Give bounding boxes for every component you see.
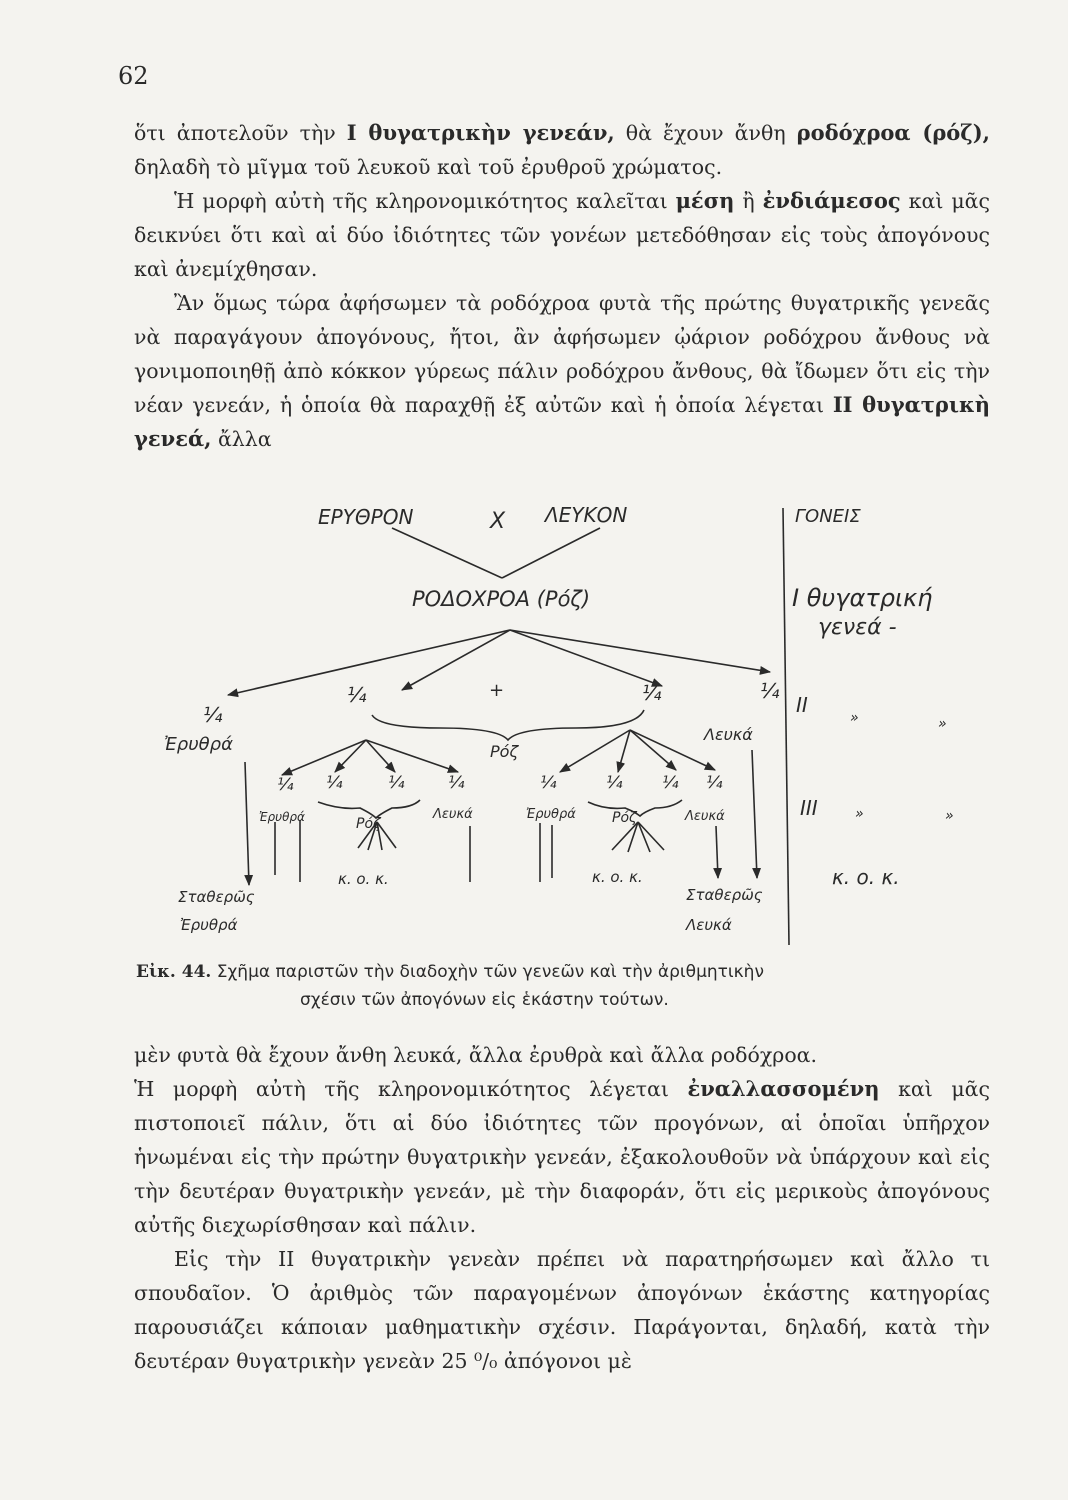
pink-offspring-label: Ρόζ <box>356 816 381 832</box>
quarter-fraction: ¼ <box>606 773 623 793</box>
f1-label: ΡΟΔΟΧΡΟΑ (Ρόζ) <box>412 587 591 611</box>
ditto-mark: » <box>945 808 954 824</box>
etc-label: κ. ο. κ. <box>592 868 643 886</box>
figure-caption <box>136 958 996 1014</box>
arrow-to-pink-left <box>402 630 510 690</box>
arrow-to-pink-right <box>510 630 662 686</box>
etc-label: κ. ο. κ. <box>338 870 389 888</box>
etc-label: κ. ο. κ. <box>832 865 900 889</box>
paragraph-3: Ἂν ὅμως τώρα ἀφήσωμεν τὰ ροδόχροα φυτὰ τῆς πρώτης θυγατρικῆς γενεᾶς νὰ παραγάγουν ἀπογόνους, ἤτοι, ἂν ἀφήσωμεν ᾠάριον ροδόχρου ἄνθους νὰ γονιμοποιηθῇ ἀπὸ κόκκον γύρεως πάλιν ροδόχρου ἄνθους, θὰ ἴδωμεν ὅτι εἰς τὴν νέαν γενεάν, ἡ ὁποία θὰ παραχθῇ ἐξ αὐτῶν καὶ ἡ ὁποία λέγεται II θυγατρικὴ γενεά, ἄλλα <box>134 291 991 451</box>
caption-line-1: Σχῆμα παριστῶν τὴν διαδοχὴν τῶν γενεῶν καὶ τὴν ἀριθμητικὴν <box>211 962 764 982</box>
red-offspring-label: Ἐρυθρά <box>164 734 233 755</box>
quarter-fraction: ¼ <box>540 773 557 793</box>
paragraph-5: Ἡ μορφὴ αὐτὴ τῆς κληρονομικότητος λέγεται ἐναλλασσομένη καὶ μᾶς πιστοποιεῖ πάλιν, ὅτι αἱ δύο ἰδιότητες τῶν προγόνων, αἱ ὁποῖαι ὑπῆρχον ἡνωμέναι εἰς τὴν πρώτην θυγατρικὴν γενεάν, ἐξακολουθοῦν νὰ ὑπάρχουν καὶ εἰς τὴν δευτέραν θυγατρικὴν γενεάν, μὲ τὴν διαφοράν, ὅτι εἰς μερικοὺς ἀπογόνους αὐτῆς διεχωρίσθησαν καὶ πάλιν. <box>134 1076 990 1237</box>
arrow-to-white <box>510 630 770 672</box>
text-block-top <box>134 116 990 456</box>
quarter-fraction: ¼ <box>326 773 343 793</box>
arrow-to-red <box>228 630 510 695</box>
quarter-fraction: ¼ <box>203 703 223 727</box>
quarter-fraction: ¼ <box>662 773 679 793</box>
stable-red-label: Ἐρυθρά <box>180 916 238 934</box>
stable-white-label: Λευκά <box>686 916 732 934</box>
pink-brace <box>372 710 644 740</box>
quarter-fraction: ¼ <box>706 773 723 793</box>
cross-symbol: X <box>490 509 506 534</box>
gen1-label-line2: γενεά - <box>818 615 897 640</box>
paragraph-4: μὲν φυτὰ θὰ ἔχουν ἄνθη λευκά, ἄλλα ἐρυθρὰ καὶ ἄλλα ροδόχροα. <box>134 1043 818 1067</box>
quarter-fraction: ¼ <box>448 773 465 793</box>
pink-offspring-label: Ρόζ <box>612 810 637 826</box>
quarter-fraction: ¼ <box>277 775 294 795</box>
text-block-bottom <box>134 1038 990 1378</box>
parent-red-label: ΕΡΥΘΡΟΝ <box>318 505 414 529</box>
parent-white-label: ΛΕΥΚΟΝ <box>545 503 628 527</box>
quarter-fraction: ¼ <box>347 683 367 707</box>
white-offspring-label: Λευκά <box>685 809 725 824</box>
ditto-mark: » <box>855 806 864 822</box>
stable-label: Σταθερῶς <box>178 888 255 906</box>
ditto-mark: » <box>850 710 859 726</box>
gen2-label: II <box>796 693 808 717</box>
white-offspring-label: Λευκά <box>433 807 473 822</box>
white-offspring-label: Λευκά <box>704 725 753 744</box>
paragraph-6: Εἰς τὴν II θυγατρικὴν γενεὰν πρέπει νὰ παρατηρήσωμεν καὶ ἄλλο τι σπουδαῖον. Ὁ ἀριθμὸς τῶν παραγομένων ἀπογόνων ἑκάστης κατηγορίας παρουσιάζει κάποιαν μαθηματικὴν σχέσιν. Παράγονται, δηλαδή, κατὰ τὴν δευτέραν θυγατρικὴν γενεὰν 25 ⁰/₀ ἀπόγονοι μὲ <box>134 1247 990 1373</box>
page-number: 62 <box>118 62 149 90</box>
red-offspring-label: Ἐρυθρά <box>259 810 305 824</box>
parents-header: ΓΟΝΕΙΣ <box>795 506 861 527</box>
paragraph-2: Ἡ μορφὴ αὐτὴ τῆς κληρονομικότητος καλεῖται μέση ἢ ἐνδιάμεσος καὶ μᾶς δεικνύει ὅτι καὶ αἱ δύο ἰδιότητες τῶν γονέων μετεδόθησαν εἰς τοὺς ἀπογόνους καὶ ἀνεμίχθησαν. <box>134 188 990 281</box>
ditto-mark: » <box>938 716 947 732</box>
quarter-fraction: ¼ <box>388 773 405 793</box>
quarter-fraction: ¼ <box>760 679 780 703</box>
red-offspring-label: Ἐρυθρά <box>526 807 576 822</box>
plus-sign: + <box>489 680 505 701</box>
generation-separator-line <box>783 508 789 945</box>
caption-label: Εἰκ. 44. <box>136 962 212 982</box>
stable-label: Σταθερῶς <box>686 886 763 904</box>
gen1-label-line1: I θυγατρική <box>792 584 933 612</box>
pink-offspring-label: Ρόζ <box>490 742 519 761</box>
parent-line-white <box>502 528 600 578</box>
paragraph-1: ὅτι ἀποτελοῦν τὴν I θυγατρικὴν γενεάν, θὰ ἔχουν ἄνθη ροδόχροα (ρόζ), δηλαδὴ τὸ μῖγμα τοῦ λευκοῦ καὶ τοῦ ἐρυθροῦ χρώματος. <box>134 120 990 179</box>
caption-line-2: σχέσιν τῶν ἀπογόνων εἰς ἑκάστην τούτων. <box>300 990 669 1010</box>
quarter-fraction: ¼ <box>642 681 662 705</box>
parent-line-red <box>392 528 502 578</box>
gen3-label: III <box>800 796 818 820</box>
